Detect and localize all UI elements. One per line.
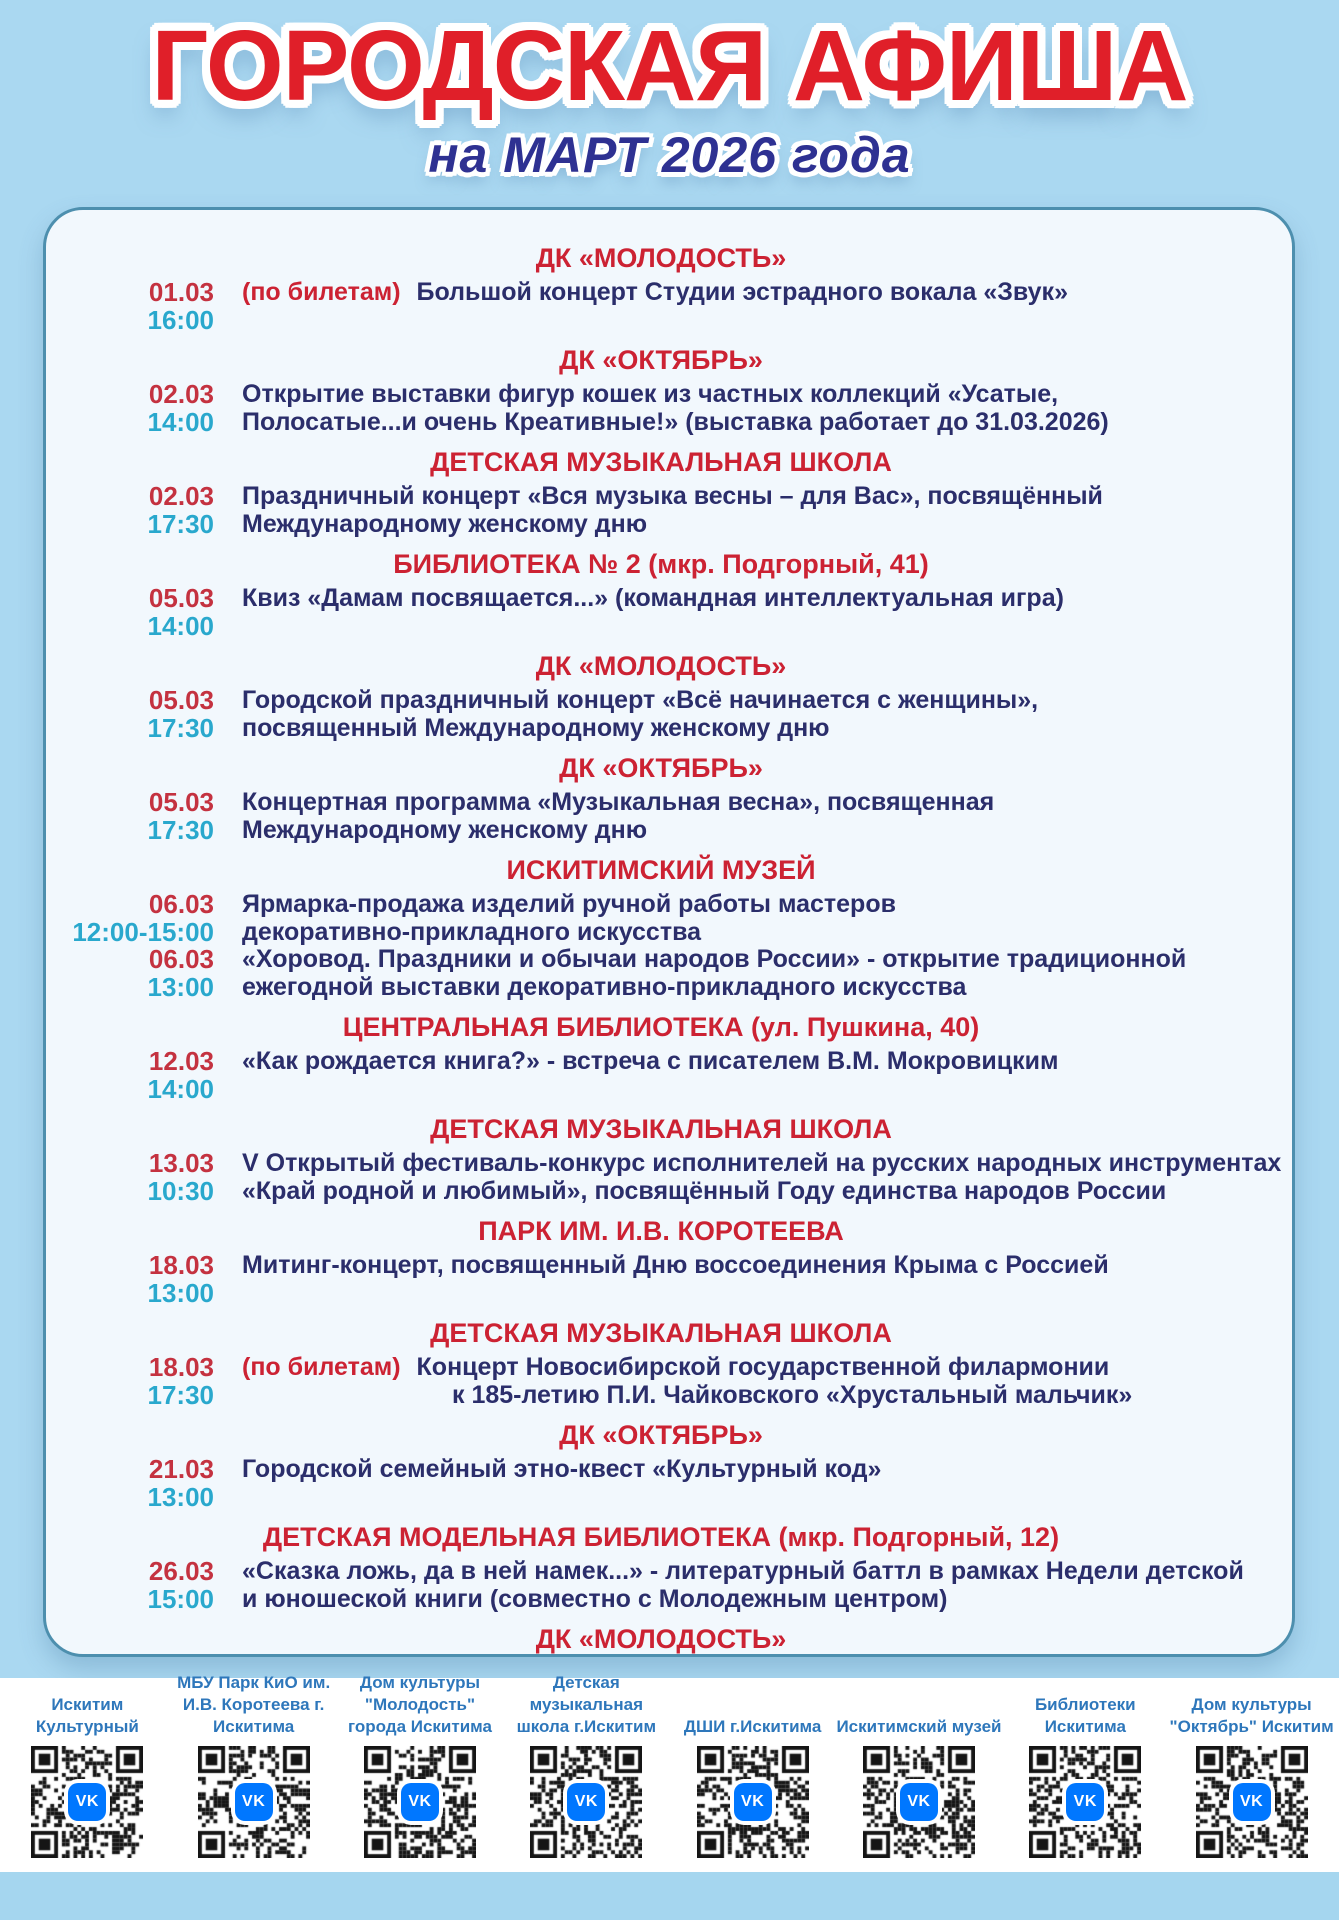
event-time: 10:30 bbox=[147, 1175, 214, 1206]
qr-item bbox=[1169, 1686, 1335, 1858]
qr-item bbox=[670, 1686, 836, 1858]
event-description-line: декоративно-прикладного искусства bbox=[242, 917, 702, 946]
event-when bbox=[54, 1150, 222, 1205]
event-time: 13:00 bbox=[147, 971, 214, 1002]
event-description-line: «Хоровод. Праздники и обычаи народов России» - открытие традиционной bbox=[242, 945, 1187, 973]
event-time: 17:30 bbox=[147, 712, 214, 743]
qr-code bbox=[1029, 1746, 1141, 1858]
event-description bbox=[242, 1354, 1268, 1409]
event-date: 12.03 bbox=[148, 1046, 214, 1076]
event-row bbox=[54, 1354, 1268, 1409]
qr-row bbox=[0, 1672, 1339, 1872]
event-when bbox=[54, 483, 222, 538]
event-time: 14:00 bbox=[147, 406, 214, 437]
qr-label: Детская музыкальная школа г.Искитим bbox=[516, 1672, 657, 1736]
event-description-line: «Сказка ложь, да в ней намек...» - литературный баттл в рамках Недели детской bbox=[242, 1557, 1244, 1585]
event-description bbox=[242, 1456, 1268, 1511]
event-row bbox=[54, 946, 1268, 1001]
event-description-line: Международному женскому дню bbox=[242, 815, 648, 844]
vk-icon: VK bbox=[734, 1783, 772, 1821]
event-description-line: и юношеской книги (совместно с Молодежным центром) bbox=[242, 1584, 948, 1613]
qr-item bbox=[1002, 1686, 1168, 1858]
schedule-card bbox=[43, 207, 1295, 1657]
event-row bbox=[54, 1048, 1268, 1103]
event-description bbox=[242, 381, 1268, 436]
qr-code bbox=[530, 1746, 642, 1858]
venue-header: ДЕТСКАЯ МУЗЫКАЛЬНАЯ ШКОЛА bbox=[430, 1318, 892, 1348]
event-when bbox=[54, 1252, 222, 1307]
venue-header: ДК «МОЛОДОСТЬ» bbox=[535, 1624, 787, 1654]
event-date: 05.03 bbox=[148, 583, 214, 613]
event-row bbox=[54, 1456, 1268, 1511]
qr-label: МБУ Парк КиО им. И.В. Коротеева г. Искитима bbox=[177, 1672, 331, 1736]
event-description-line bbox=[242, 1484, 1268, 1512]
event-time: 14:00 bbox=[147, 610, 214, 641]
qr-label: Искитим Культурный bbox=[35, 1694, 139, 1736]
event-description-line bbox=[242, 307, 1268, 335]
qr-code bbox=[364, 1746, 476, 1858]
event-date: 05.03 bbox=[148, 787, 214, 817]
poster-subtitle: на МАРТ 2026 года bbox=[428, 127, 911, 183]
event-description-line: Полосатые...и очень Креативные!» (выставка работает до 31.03.2026) bbox=[242, 407, 1109, 436]
poster-title: ГОРОДСКАЯ АФИША bbox=[151, 10, 1188, 122]
event-description bbox=[242, 789, 1268, 844]
event-description bbox=[242, 891, 1268, 946]
vk-icon: VK bbox=[1066, 1783, 1104, 1821]
event-row bbox=[54, 1252, 1268, 1307]
event-row bbox=[54, 687, 1268, 742]
event-description bbox=[242, 483, 1268, 538]
venue-header: БИБЛИОТЕКА № 2 (мкр. Подгорный, 41) bbox=[393, 549, 929, 579]
venue-header: ДК «МОЛОДОСТЬ» bbox=[535, 651, 787, 681]
event-time: 13:00 bbox=[147, 1481, 214, 1512]
masthead bbox=[0, 0, 1339, 184]
event-row bbox=[54, 483, 1268, 538]
venue-header: ДК «ОКТЯБРЬ» bbox=[559, 1420, 763, 1450]
event-when bbox=[54, 585, 222, 640]
event-description-line: «Край родной и любимый», посвящённый Году единства народов России bbox=[242, 1176, 1167, 1205]
event-time: 17:30 bbox=[147, 814, 214, 845]
event-description bbox=[242, 687, 1268, 742]
event-date: 02.03 bbox=[148, 481, 214, 511]
event-time: 12:00-15:00 bbox=[72, 916, 214, 947]
event-description-line: Городской праздничный концерт «Всё начинается с женщины», bbox=[242, 686, 1039, 714]
event-date: 05.03 bbox=[148, 685, 214, 715]
event-description-line: Концертная программа «Музыкальная весна», посвященная bbox=[242, 788, 995, 816]
event-when bbox=[54, 891, 222, 946]
qr-item bbox=[503, 1672, 669, 1858]
venue-header: ДЕТСКАЯ МУЗЫКАЛЬНАЯ ШКОЛА bbox=[430, 1114, 892, 1144]
qr-label: Дом культуры "Молодость" города Искитима bbox=[348, 1672, 492, 1736]
event-description bbox=[242, 585, 1268, 640]
event-description-line: Митинг-концерт, посвященный Дню воссоединения Крыма с Россией bbox=[242, 1251, 1109, 1279]
event-row bbox=[54, 789, 1268, 844]
vk-icon: VK bbox=[567, 1783, 605, 1821]
qr-code bbox=[697, 1746, 809, 1858]
qr-code bbox=[863, 1746, 975, 1858]
qr-item bbox=[337, 1672, 503, 1858]
venue-header: ДК «ОКТЯБРЬ» bbox=[559, 345, 763, 375]
event-when bbox=[54, 946, 222, 1001]
bottom-band bbox=[0, 1872, 1339, 1920]
event-date: 26.03 bbox=[148, 1556, 214, 1586]
event-description-line: V Открытый фестиваль-конкурс исполнителей на русских народных инструментах bbox=[242, 1149, 1282, 1177]
qr-item bbox=[4, 1686, 170, 1858]
event-description-line: ежегодной выставки декоративно-прикладного искусства bbox=[242, 972, 967, 1001]
event-description-line: Городской семейный этно-квест «Культурный код» bbox=[242, 1455, 882, 1483]
venue-header: ДЕТСКАЯ МОДЕЛЬНАЯ БИБЛИОТЕКА (мкр. Подгорный, 12) bbox=[262, 1522, 1060, 1552]
event-time: 13:00 bbox=[147, 1277, 214, 1308]
event-row bbox=[54, 1148, 1282, 1206]
event-description bbox=[242, 946, 1268, 1001]
tickets-note: (по билетам) bbox=[242, 1353, 401, 1381]
event-description-line: Праздничный концерт «Вся музыка весны – для Вас», посвящённый bbox=[242, 482, 1103, 510]
event-description-line bbox=[242, 1354, 1268, 1382]
event-description-line: посвященный Международному женскому дню bbox=[242, 713, 830, 742]
event-description bbox=[242, 1252, 1268, 1307]
event-description bbox=[242, 1558, 1268, 1613]
venue-header: ДК «МОЛОДОСТЬ» bbox=[535, 243, 787, 273]
qr-code bbox=[1196, 1746, 1308, 1858]
event-row bbox=[54, 891, 1268, 946]
event-when bbox=[54, 381, 222, 436]
venue-header: ДЕТСКАЯ МУЗЫКАЛЬНАЯ ШКОЛА bbox=[430, 447, 892, 477]
event-date: 06.03 bbox=[148, 889, 214, 919]
event-description-line: «Как рождается книга?» - встреча с писателем В.М. Мокровицким bbox=[242, 1047, 1059, 1075]
event-date: 13.03 bbox=[148, 1148, 214, 1178]
event-description-line: Квиз «Дамам посвящается...» (командная интеллектуальная игра) bbox=[242, 584, 1064, 612]
venue-header: ПАРК ИМ. И.В. КОРОТЕЕВА bbox=[478, 1216, 844, 1246]
vk-icon: VK bbox=[235, 1783, 273, 1821]
event-date: 02.03 bbox=[148, 379, 214, 409]
qr-label: Искитимский музей bbox=[836, 1716, 1002, 1736]
event-description-line bbox=[242, 1076, 1268, 1104]
event-description bbox=[242, 1149, 1282, 1205]
venue-header: ЦЕНТРАЛЬНАЯ БИБЛИОТЕКА (ул. Пушкина, 40) bbox=[342, 1012, 980, 1042]
qr-label: Дом культуры "Октябрь" Искитим bbox=[1169, 1694, 1334, 1736]
qr-code bbox=[31, 1746, 143, 1858]
event-when bbox=[54, 1354, 222, 1409]
event-when bbox=[54, 789, 222, 844]
event-description-line bbox=[242, 1280, 1268, 1308]
venue-header: ИСКИТИМСКИЙ МУЗЕЙ bbox=[506, 855, 816, 885]
event-row bbox=[54, 381, 1268, 436]
event-row bbox=[54, 279, 1268, 334]
event-description-line: Ярмарка-продажа изделий ручной работы мастеров bbox=[242, 890, 896, 918]
event-time: 15:00 bbox=[147, 1583, 214, 1614]
qr-label: ДШИ г.Искитима bbox=[683, 1716, 822, 1736]
qr-strip bbox=[0, 1672, 1339, 1872]
event-title-text: Большой концерт Студии эстрадного вокала «Звук» bbox=[416, 278, 1068, 306]
event-when bbox=[54, 687, 222, 742]
event-date: 18.03 bbox=[148, 1352, 214, 1382]
event-description-line: Открытие выставки фигур кошек из частных коллекций «Усатые, bbox=[242, 380, 1059, 408]
event-when bbox=[54, 1456, 222, 1511]
vk-icon: VK bbox=[68, 1783, 106, 1821]
event-time: 17:30 bbox=[147, 1379, 214, 1410]
event-date: 21.03 bbox=[148, 1454, 214, 1484]
qr-code bbox=[198, 1746, 310, 1858]
event-description bbox=[242, 279, 1268, 334]
event-time: 16:00 bbox=[147, 304, 214, 335]
event-date: 06.03 bbox=[148, 944, 214, 974]
qr-item bbox=[171, 1672, 337, 1858]
vk-icon: VK bbox=[401, 1783, 439, 1821]
qr-item bbox=[836, 1686, 1002, 1858]
vk-icon: VK bbox=[900, 1783, 938, 1821]
event-description-line: Международному женскому дню bbox=[242, 509, 648, 538]
event-time: 17:30 bbox=[147, 508, 214, 539]
event-date: 01.03 bbox=[148, 277, 214, 307]
event-when bbox=[54, 279, 222, 334]
qr-label: Библиотеки Искитима bbox=[1034, 1694, 1136, 1736]
event-date: 18.03 bbox=[148, 1250, 214, 1280]
event-when bbox=[54, 1558, 222, 1613]
event-title-text: Концерт Новосибирской государственной филармонии bbox=[416, 1353, 1110, 1381]
venue-header: ДК «ОКТЯБРЬ» bbox=[559, 753, 763, 783]
event-description bbox=[242, 1048, 1268, 1103]
event-row bbox=[54, 1558, 1268, 1613]
schedule-list bbox=[54, 243, 1282, 1657]
event-when bbox=[54, 1048, 222, 1103]
vk-icon: VK bbox=[1233, 1783, 1271, 1821]
event-description-line bbox=[242, 279, 1268, 307]
tickets-note: (по билетам) bbox=[242, 278, 401, 306]
event-row bbox=[54, 585, 1268, 640]
event-description-line: к 185-летию П.И. Чайковского «Хрустальный мальчик» bbox=[452, 1380, 1133, 1409]
event-time: 14:00 bbox=[147, 1073, 214, 1104]
event-description-line bbox=[242, 613, 1268, 641]
